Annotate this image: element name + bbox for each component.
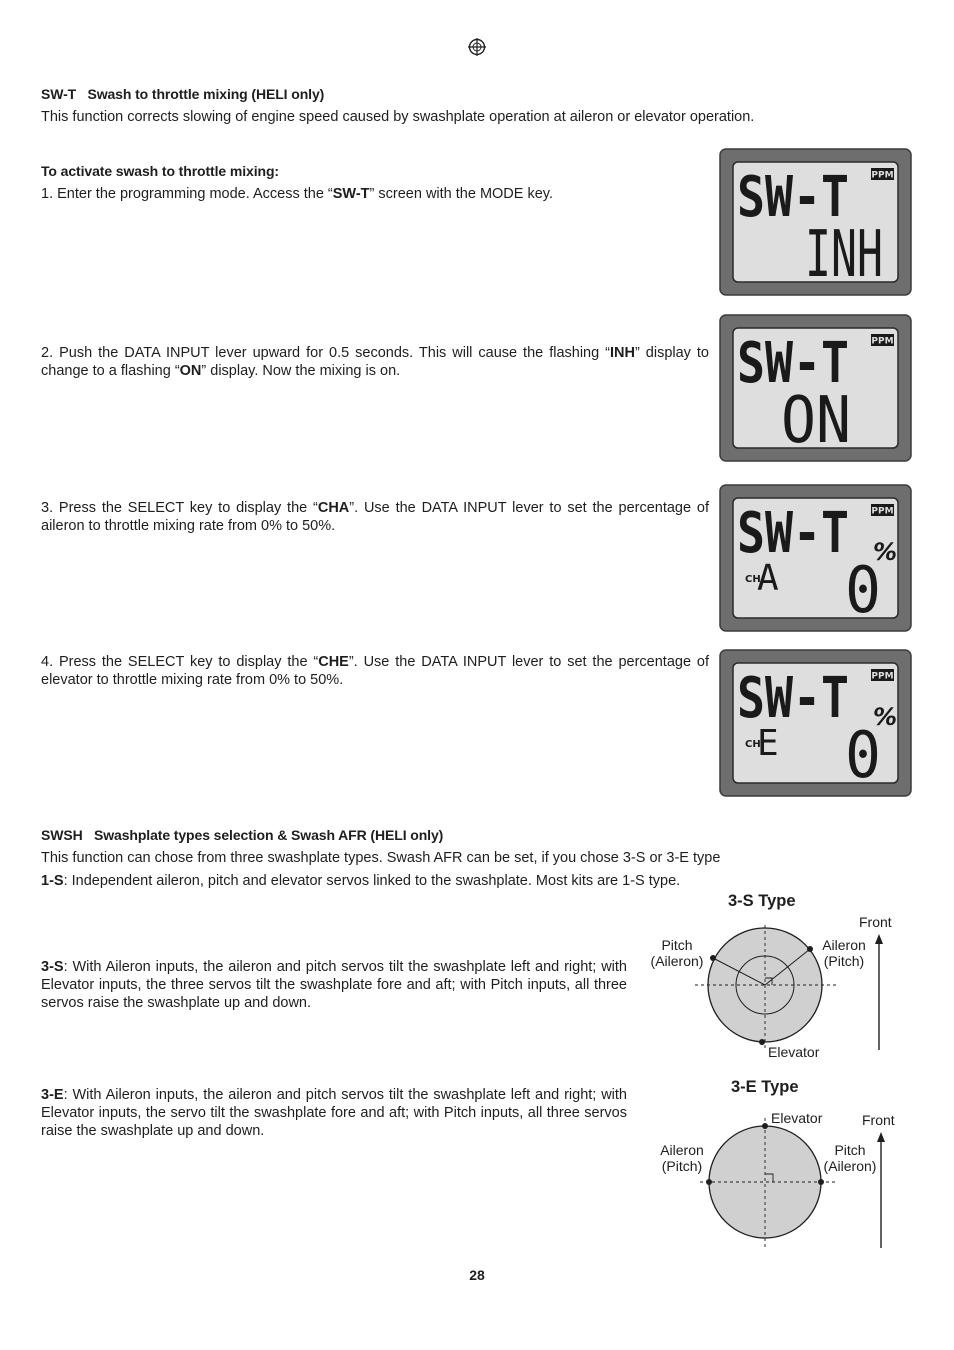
lcd-channel: A <box>757 558 779 599</box>
swsh-code: SWSH <box>41 827 83 843</box>
diagram-3s <box>640 890 910 1070</box>
ch-label: CH <box>745 739 761 750</box>
left-servo-label: Pitch (Aileron) <box>650 937 704 969</box>
type-3e-paragraph: 3-E: With Aileron inputs, the aileron and pitch servos tilt the swashplate left and right; with Elevator inputs, the servo tilt the swashplate fore and aft; with Pitch inputs, all three servos raise the swashplate up and down. <box>41 1087 627 1139</box>
swsh-description: This function can chose from three swashplate types. Swash AFR can be set, if you chose 3-S or 3-E type <box>41 850 721 866</box>
lcd-value: ON <box>781 384 851 458</box>
servo-point <box>807 946 813 952</box>
sw-t-code: SW-T <box>41 86 77 102</box>
ppm-indicator: PPM <box>871 506 894 517</box>
sw-t-title: Swash to throttle mixing (HELI only) <box>87 86 325 102</box>
servo-point <box>710 955 716 961</box>
swsh-heading <box>41 827 443 843</box>
servo-point <box>818 1179 824 1185</box>
lcd-screen-cha <box>719 484 912 632</box>
lcd-function-name: SW-T <box>737 666 849 731</box>
front-label: Front <box>862 1112 895 1128</box>
percent-sign: % <box>873 538 898 566</box>
type-1s-paragraph: 1-S: Independent aileron, pitch and elevator servos linked to the swashplate. Most kits are 1-S type. <box>41 873 681 889</box>
step-1: 1. Enter the programming mode. Access the “SW-T” screen with the MODE key. <box>41 186 553 202</box>
diagram-title: 3-S Type <box>728 892 796 910</box>
sw-t-description: This function corrects slowing of engine speed caused by swashplate operation at aileron or elevator operation. <box>41 109 755 125</box>
servo-point <box>762 1123 768 1129</box>
lcd-screen-inh <box>719 148 912 296</box>
ppm-indicator: PPM <box>871 336 894 347</box>
bottom-servo-label: Elevator <box>768 1044 820 1060</box>
type-label: 3-S <box>41 959 64 975</box>
type-label: 1-S <box>41 873 64 889</box>
right-servo-label: Aileron (Pitch) <box>822 937 866 969</box>
diagram-title: 3-E Type <box>731 1078 799 1096</box>
lcd-function-name: SW-T <box>737 165 849 230</box>
step-4: 4. Press the SELECT key to display the “CHE”. Use the DATA INPUT lever to set the percentage of elevator to throttle mixing rate from 0% to 50%. <box>41 654 709 688</box>
right-servo-label: Pitch (Aileron) <box>823 1142 877 1174</box>
lcd-function-name: SW-T <box>737 501 849 566</box>
lcd-value: INH <box>805 218 883 292</box>
front-label: Front <box>859 914 892 930</box>
step-2: 2. Push the DATA INPUT lever upward for 0.5 seconds. This will cause the flashing “INH” display to change to a flashing “ON” display. Now the mixing is on. <box>41 345 709 379</box>
lcd-screen-on <box>719 314 912 462</box>
type-label: 3-E <box>41 1087 64 1103</box>
diagram-3e <box>640 1076 910 1256</box>
ppm-indicator: PPM <box>871 671 894 682</box>
type-3s-paragraph: 3-S: With Aileron inputs, the aileron and pitch servos tilt the swashplate left and right; with Elevator inputs, the three servos tilt the swashplate fore and aft; with Pitch inputs, all three servos raise the swashplate up and down. <box>41 959 627 1011</box>
top-servo-label: Elevator <box>771 1110 823 1126</box>
step-3: 3. Press the SELECT key to display the “CHA”. Use the DATA INPUT lever to set the percentage of aileron to throttle mixing rate from 0% to 50%. <box>41 500 709 534</box>
ppm-indicator: PPM <box>871 170 894 181</box>
left-servo-label: Aileron (Pitch) <box>660 1142 704 1174</box>
lcd-value: 0 <box>845 719 881 793</box>
percent-sign: % <box>873 703 898 731</box>
lcd-value: 0 <box>845 554 881 628</box>
lcd-screen-che <box>719 649 912 797</box>
crosshair-circle-icon <box>467 37 487 57</box>
sw-t-heading <box>41 86 324 102</box>
servo-point <box>706 1179 712 1185</box>
swsh-title: Swashplate types selection & Swash AFR (HELI only) <box>93 827 444 843</box>
lcd-channel: E <box>757 723 779 764</box>
lcd-function-name: SW-T <box>737 331 849 396</box>
page-number: 28 <box>469 1267 485 1283</box>
servo-point <box>759 1039 765 1045</box>
activate-heading: To activate swash to throttle mixing: <box>41 163 279 179</box>
ch-label: CH <box>745 574 761 585</box>
